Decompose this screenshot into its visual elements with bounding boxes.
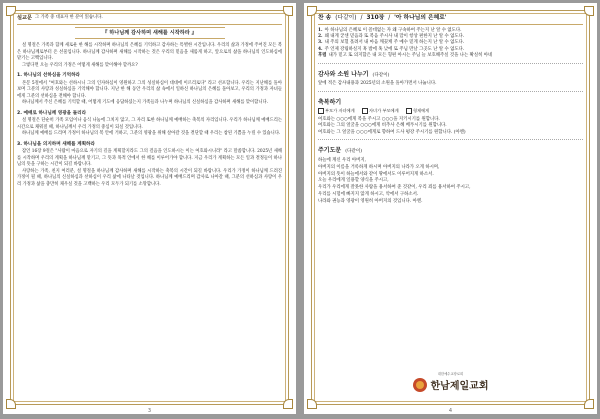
hymn-verses — [318, 28, 583, 60]
sermon-tag: 설교문 — [17, 15, 33, 21]
slash-divider: / — [360, 15, 363, 21]
hymn-together: (다같이) — [335, 15, 357, 21]
intro-paragraph: 설 명절은 가족과 함께 새로운 한 해를 시작하며 하나님의 은혜를 기억하고 감사하는 특별한 시간입니다. 우리의 삶과 가정에 주어진 모든 복은 하나님께로부터 온 선물입니다. 하나님께 감사하며 새해를 시작하는 것은 우리의 믿음을 새롭게 하고, 앞으로의 삶을 하나님의 인도하심에 맡기는 고백입니다. — [17, 43, 282, 61]
hymn-refrain: 후렴 내가 믿고 또 의지함은 내 모든 형편 아시는 주님 늘 보호해주실 것을 나는 확실히 아네 — [318, 53, 493, 59]
page-number: 4 — [448, 408, 453, 414]
section-title: 2. 예배로 하나님께 영광을 돌리라 — [17, 110, 87, 116]
section-paragraph: 하나님께 예배를 드리며 가정이 하나님의 복 안에 거하고, 그분의 영광을 위해 살아갈 것을 결단할 때 우리는 참된 기쁨을 누릴 수 있습니다. — [22, 131, 281, 136]
corner-ornament — [584, 399, 594, 409]
hymn-verse: 4. 주 언제 강림하실지 혹 밤에 혹 낮에 또 주님 만날 그곳도 난 알 수 없도다. — [318, 46, 465, 52]
sermon-intro: 그 가족 중 대표자 한 분이 읽습니다. — [35, 15, 103, 20]
lords-prayer-header — [318, 148, 583, 156]
section-title: 3. 하나님을 의지하며 새해를 계획하라 — [17, 141, 95, 147]
lords-prayer-line: 우리를 시험에 빠지지 않게 하시고, 악에서 구하소서. — [318, 191, 419, 197]
prayer-header — [318, 72, 583, 80]
blessing-option[interactable]: 자녀가 부모에게 — [362, 108, 399, 113]
lords-prayer-text — [318, 158, 583, 206]
church-logo-icon — [413, 378, 427, 392]
corner-ornament — [307, 399, 317, 409]
prayer-title: 감사와 소원 나누기 — [318, 70, 369, 78]
blessing-line: 여호와는 ○○○에게 복을 주시고 ○○○을 지키시기를 원합니다. — [318, 116, 440, 122]
hymn-header — [318, 15, 583, 25]
divider — [318, 139, 583, 140]
section-paragraph: 사랑하는 가족, 친지 여러분, 설 명절을 하나님께 감사하며 새해를 시작하는 축복의 시간이 되길 바랍니다. 우리가 가정이 하나님께 드려진 가정이 될 때, 하나님의 신실하심과 선하심이 우리 삶에 나타날 것입니다. 하나님께 예배드리며 감사로 나아갈 때, 그분의 선하심과 사랑이 우리 가정과 삶을 충만히 채우실 것을 고백하는 우리 모두가 되기를 소망합니다. — [17, 168, 282, 187]
blessing-options — [318, 108, 583, 115]
blessing-line: 여호와는 그의 얼굴을 ○○○에게 비추사 은혜 베푸시기를 원합니다. — [318, 123, 447, 129]
left-page — [3, 3, 296, 414]
hymn-verse: 1. 아 하나님의 은혜로 이 쓸데없는 자 왜 구속하여 주는지 난 알 수 없도다. — [318, 27, 462, 33]
blessing-option[interactable]: 형제에게 — [406, 108, 429, 113]
sermon-content — [17, 15, 282, 188]
corner-ornament — [283, 399, 293, 409]
corner-ornament — [584, 6, 594, 16]
blessing-line: 여호와는 그 얼굴을 ○○○에게로 향하여 드사 평강 주시기를 원합니다. (아멘) — [318, 129, 466, 135]
divider — [318, 91, 583, 92]
lords-prayer-title: 주기도문 — [318, 147, 342, 155]
hymn-title: '아 하나님의 은혜로' — [394, 15, 447, 21]
prayer-together: (다같이) — [372, 72, 390, 78]
church-logo — [304, 377, 597, 392]
prayer-description: 앞에 적은 감사내용과 2025년의 소원을 돌아가면서 나눕니다. — [318, 81, 437, 87]
hymn-verse: 2. 왜 내게 굳센 믿음과 또 복음 주시사 내 맘이 항상 편한지 난 알 수 없도다. — [318, 33, 465, 39]
slash-divider: / — [388, 15, 391, 21]
blessing-title: 축복하기 — [318, 98, 342, 106]
checkbox-icon — [362, 108, 368, 114]
lords-prayer-line: 아버지의 뜻이 하늘에서와 같이 땅에서도 이루어지게 하소서. — [318, 171, 434, 177]
lords-prayer-line: 아버지의 이름을 거룩하게 하시며 아버지의 나라가 오게 하시며, — [318, 164, 440, 170]
church-name: 한남제일교회 — [430, 381, 489, 392]
section-paragraph: 잠언 16장 9절은 "사람이 마음으로 자기의 길을 계획할지라도 그의 걸음을 인도하시는 이는 여호와시니라" 라고 말씀합니다. 2025년 새해를 시작하며 우리의 계획을 하나님께 맡기고, 그 뜻과 목적 안에서 한 해를 이루어가야 합니다. 지금 우리가 계획하는 모든 일과 결정들이 하나님의 뜻을 구하는 시간이 되길 바랍니다. — [17, 149, 282, 167]
page-number: 3 — [147, 408, 152, 414]
worship-content — [318, 15, 583, 205]
corner-ornament — [283, 6, 293, 16]
blessing-option[interactable]: 부모가 자녀에게 — [318, 108, 355, 113]
lords-prayer-line: 오늘 우리에게 일용할 양식을 주시고, — [318, 178, 389, 184]
intro-paragraph: 그렇다면 오늘 우리의 가정은 어떻게 새해를 맞이해야 할까요? — [22, 62, 138, 68]
section-paragraph: 하나님께서 주신 은혜를 기억할 때, 어떻게 기도에 응답하셨는지 가족들과 나누며 하나님의 신실하심을 감사하며 새해를 맞이합니다. — [22, 100, 268, 105]
hymn-tag: 찬 송 — [318, 15, 332, 21]
hymn-verse: 3. 내 주의 보혈 흘려서 내 마음 깨끗케 주 예수 믿게 하는지 난 알 수 없도다. — [318, 40, 465, 46]
right-page — [304, 3, 597, 414]
section-paragraph: 본문 5절에서 "여호와는 선하시니 그의 인자하심이 영원하고 그의 성실하심이 대대에 이르리로다" 라고 선포합니다. 우리는 지난해를 돌아보며 그분의 사랑과 성실하심을 기억해야 합니다. 지난 한 해 동안 우리의 삶 속에서 일하신 하나님의 은혜를 돌아보고, 우리의 가정과 자녀들에게 그분의 선하심을 전해야 합니다. — [17, 80, 282, 99]
blessing-header — [318, 100, 583, 107]
corner-ornament — [6, 399, 16, 409]
divider — [318, 63, 583, 64]
hymn-number: 310장 — [366, 15, 385, 21]
lords-prayer-together: (다같이) — [345, 149, 363, 155]
section-title: 1. 하나님의 선하심을 기억하라 — [17, 73, 80, 78]
lords-prayer-line: 하늘에 계신 우리 아버지, — [318, 157, 366, 163]
checkbox-icon — [406, 108, 412, 114]
sermon-header — [17, 15, 282, 25]
lords-prayer-line: 나라와 권능과 영광이 영원히 아버지의 것입니다. 아멘. — [318, 198, 423, 204]
lords-prayer-line: 우리가 우리에게 잘못한 사람을 용서하여 준 것같이, 우리 죄를 용서하여 주시고, — [318, 185, 471, 191]
church-denomination: 대한예수교장로회 — [437, 372, 464, 376]
section-paragraph: 설 명절은 단순히 가족 모임이나 음식 나눔에 그치지 않고, 그 자리 또한 하나님께 예배하는 축복의 자리입니다. 우리가 하나님께 예배드리는 시간으로 채워질 때, 하나님께서 우리 가정의 중심이 되실 것입니다. — [17, 118, 282, 130]
sermon-title: 『 하나님께 감사하며 새해를 시작하라 』 — [75, 27, 225, 40]
checkbox-icon — [318, 108, 324, 114]
